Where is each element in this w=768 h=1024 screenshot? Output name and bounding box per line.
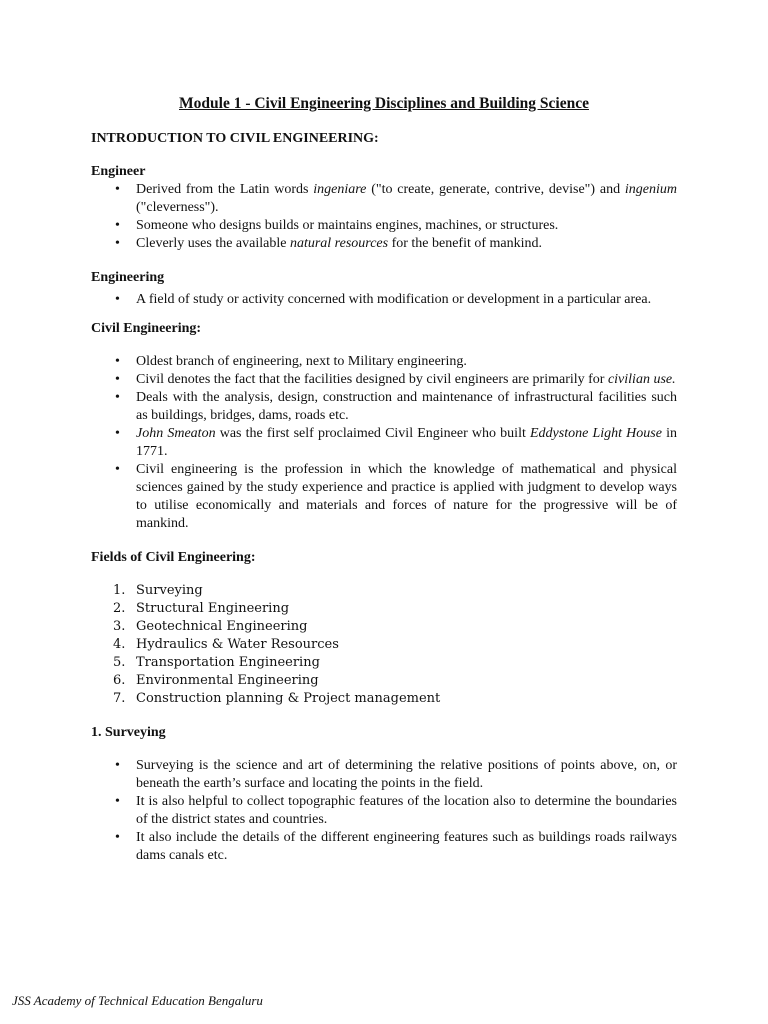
list-item: • Surveying is the science and art of determining the relative positions of points above, on, or beneath the earth’s surface and locating the points in the field.: [115, 758, 677, 791]
list-item: • It is also helpful to collect topographic features of the location also to determine the boundaries of the district states and countries.: [115, 794, 677, 827]
bullet: •: [115, 182, 120, 197]
fields-list: [91, 582, 677, 708]
list-item: 2. Structural Engineering: [113, 601, 290, 616]
engineering-heading: Engineering: [91, 270, 165, 285]
surveying-list: [91, 757, 677, 865]
list-item: • John Smeaton was the first self proclaimed Civil Engineer who built Eddystone Light House in 1771.: [115, 426, 677, 459]
bullet: •: [115, 830, 120, 845]
civil-engineering-list: [91, 353, 677, 533]
bullet: •: [115, 372, 120, 387]
civil-engineering-heading: Civil Engineering:: [91, 321, 202, 336]
list-item: 1. Surveying: [113, 583, 203, 598]
bullet: •: [115, 794, 120, 809]
list-item: 4. Hydraulics & Water Resources: [113, 637, 339, 652]
list-item: • Cleverly uses the available natural resources for the benefit of mankind.: [115, 236, 543, 251]
list-item: • A field of study or activity concerned with modification or development in a particular area.: [91, 289, 677, 310]
list-item: • Deals with the analysis, design, construction and maintenance of infrastructural facilities such as buildings, bridges, dams, roads etc.: [115, 390, 677, 423]
list-item: • It also include the details of the different engineering features such as buildings roads railways dams canals etc.: [115, 830, 677, 863]
page-title: Module 1 - Civil Engineering Disciplines and Building Science: [179, 95, 589, 112]
bullet: •: [115, 390, 120, 405]
bullet: •: [115, 218, 120, 233]
bullet: •: [115, 426, 120, 441]
bullet: •: [115, 236, 120, 251]
civil-engineering-section: [91, 320, 677, 533]
list-item: • Oldest branch of engineering, next to Military engineering.: [115, 354, 467, 369]
list-item: 7. Construction planning & Project management: [113, 691, 441, 706]
list-item: • Civil denotes the fact that the facilities designed by civil engineers are primarily for civilian use.: [115, 372, 676, 387]
engineering-section: [91, 269, 677, 310]
bullet: •: [115, 462, 120, 477]
fields-heading: Fields of Civil Engineering:: [91, 550, 256, 565]
list-item: • Civil engineering is the profession in which the knowledge of mathematical and physical sciences gained by the study experience and practice is applied with judgment to develop ways to utilise economically and materials and forces of nature for the progressive will be of mankind.: [115, 462, 677, 531]
list-item: 3. Geotechnical Engineering: [113, 619, 308, 634]
intro-heading: INTRODUCTION TO CIVIL ENGINEERING:: [91, 131, 379, 146]
engineer-section: [91, 163, 677, 253]
page-footer: JSS Academy of Technical Education Bengaluru: [12, 993, 263, 1008]
list-item: 5. Transportation Engineering: [113, 655, 320, 670]
bullet: •: [115, 292, 120, 307]
list-item: • Derived from the Latin words ingeniare ("to create, generate, contrive, devise") and ingenium ("cleverness").: [115, 182, 677, 215]
engineer-list: [91, 181, 677, 253]
engineer-heading: Engineer: [91, 164, 146, 179]
list-item: 6. Environmental Engineering: [113, 673, 319, 688]
bullet: •: [115, 758, 120, 773]
bullet: •: [115, 354, 120, 369]
list-item: • Someone who designs builds or maintains engines, machines, or structures.: [115, 218, 559, 233]
document-body: [91, 130, 677, 865]
surveying-heading: 1. Surveying: [91, 725, 166, 740]
engineering-list: [91, 289, 677, 310]
